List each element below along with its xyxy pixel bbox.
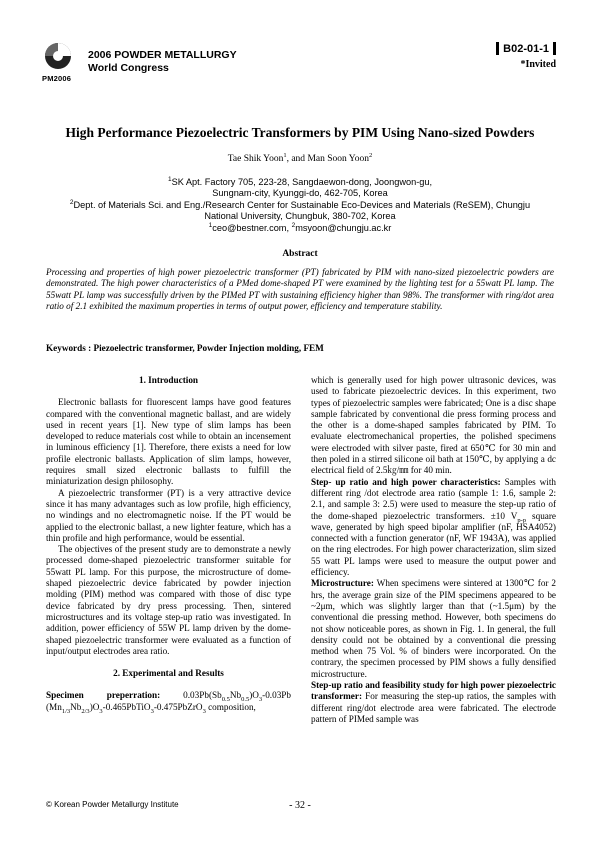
affiliation-1-text: SK Apt. Factory 705, 223-28, Sangdaewon-dong, Joongwon-gu,	[171, 177, 433, 187]
emails	[40, 223, 560, 234]
feasibility-paragraph	[311, 680, 556, 725]
step-up-text: square wave, generated by high speed bipolar amplifier (nF, HSA4052) connected with a function generator (nF, WF 1943A), was applied on the ring electrodes. For high power characterization, slim sized 55 watt PL lamps were used to measure the output power and efficiency.	[311, 510, 557, 578]
composition-sub: 3	[202, 707, 206, 715]
feasibility-label: Step-up ratio and feasibility study for high power piezoelectric transformer:	[311, 680, 556, 702]
composition-part: )O	[89, 701, 100, 712]
composition-sub: 0.5	[241, 696, 250, 704]
affiliation-1-line-1	[40, 177, 560, 188]
keywords: Keywords : Piezoelectric transformer, Powder Injection molding, FEM	[46, 343, 324, 353]
email-2-sup: 2	[291, 221, 296, 229]
composition-part: Nb	[229, 690, 242, 701]
abstract-text: Processing and properties of high power piezoelectric transformer (PT) fabricated by PIM with nano-sized piezoelectric powders are demonstrated. The high power characteristics of a PMed dome-shaped PT were examined by the lighting test for a 55watt PL lamp. The 55watt PL lamp was successfully driven by the PIMed PT with sustaining efficiency higher than 98%. The transformer with ring/dot area ratio of 2.1 exhibited the maximum properties in terms of output power, efficiency and temperature stability.	[46, 267, 554, 311]
composition-part: )O	[249, 690, 259, 701]
composition-part: 0.03Pb(Sb	[160, 690, 222, 701]
affiliation-2-text: Dept. of Materials Sci. and Eng./Research Center for Sustainable Eco-Devices and Materials (ReSEM), Chungju	[73, 199, 531, 210]
invited-label: *Invited	[520, 59, 556, 70]
email-1-sup: 1	[208, 221, 213, 229]
page-number: - 32 -	[289, 800, 311, 811]
microstructure-label: Microstructure:	[311, 578, 374, 589]
composition-sub: 3	[99, 707, 103, 715]
affiliation-1-sup: 1	[167, 175, 172, 183]
code-bar-left	[496, 42, 499, 55]
composition-sub: 3	[150, 707, 154, 715]
step-up-label: Step- up ratio and high power characteristics:	[311, 476, 501, 487]
left-column	[46, 375, 291, 713]
right-column	[311, 375, 556, 725]
paper-code-text: B02-01-1	[503, 42, 549, 55]
intro-paragraph-1: Electronic ballasts for fluorescent lamps have good features compared with the conventional magnetic ballast, and are widely used in recent years [1]. New type of slim lamps has been developed to reduce materials cost while to obtain an incensement in luminous efficiency [1]. Therefore, there exists a need for low profile electronic ballasts. Application of slim lamps, however, requires small sized electronic ballasts to fulfill the miniaturization design philosophy.	[46, 397, 291, 487]
microstructure-text: When specimens were sintered at 1300℃ for 2 hrs, the average grain size of the PIM specimens appeared to be ~2μm, which was slightly larger than that (~1.5μm) by the conventional die pressing method. However, both specimens do not show noticeable pores, as shown in Fig. 1. In general, the full density could not be obtained by a conventional die pressing method when 75 Vol. % of binders were incorporated. On the contrary, the specimen processed by PIM shows a fully densified microstructure.	[311, 578, 556, 679]
composition-part: -0.03Pb (Mn	[46, 690, 291, 712]
conference-line-2: World Congress	[88, 62, 169, 74]
copyright: © Korean Powder Metallurgy Institute	[46, 800, 179, 809]
composition-sub: 3	[258, 696, 263, 704]
conference-name	[88, 49, 237, 75]
specimen-paragraph	[46, 690, 291, 713]
abstract-heading: Abstract	[282, 249, 318, 259]
feasibility-text: For measuring the step-up ratios, the samples with different ring/dot electrode area were fabricated. The electrode pattern of PIMed sample was	[311, 691, 556, 724]
composition-part: Nb	[70, 701, 82, 712]
author-1-sup: 1	[283, 151, 287, 159]
affiliation-2-sup: 2	[69, 198, 74, 206]
authors	[0, 151, 600, 164]
paper-title: High Performance Piezoelectric Transformers by PIM Using Nano-sized Powders	[65, 125, 535, 140]
paper-code	[492, 42, 560, 55]
email-2: msyoon@chungju.ac.kr	[295, 222, 392, 233]
composition-part: -0.475PbZrO	[153, 701, 203, 712]
code-bar-right	[553, 42, 556, 55]
affiliations	[40, 177, 560, 234]
section-heading-experimental: 2. Experimental and Results	[113, 668, 224, 679]
step-up-text: Samples with different ring /dot electrode area ratio (sample 1: 1.6, sample 2: 2.1, and sample 3: 2.5) were used to measure the step-up ratio of the dome-shaped piezoelectric transformers. ±10 V	[311, 476, 556, 521]
composition-part: -0.465PbTiO	[102, 701, 151, 712]
affiliation-1-line-2: Sungnam-city, Kyunggi-do, 462-705, Korea	[212, 188, 388, 199]
affiliation-2-line-2: National University, Chungbuk, 380-702, Korea	[204, 211, 396, 222]
author-2: Man Soon Yoon	[307, 154, 369, 164]
section-heading-introduction: 1. Introduction	[138, 375, 199, 385]
logo-text: PM2006	[42, 74, 72, 83]
intro-paragraph-2: A piezoelectric transformer (PT) is a very attractive device since it has many advantages such as low profile, high efficiency, no windings and no electromagnetic noise. If the PT would be applied to the electronic ballast, a new lighter feature, which has a thin profile and high performance, would be essential.	[46, 487, 291, 543]
composition-sub: 1/3	[61, 707, 71, 715]
affiliation-2-line-1	[40, 200, 560, 211]
composition-part: composition,	[205, 701, 256, 712]
email-1: ceo@bestner.com,	[212, 222, 292, 233]
conference-line-1: 2006 POWDER METALLURGY	[88, 49, 237, 61]
specimen-paragraph-continued: which is generally used for high power ultrasonic devices, was used to fabricate piezoelectric devices. In this experiment, two types of piezoelectric samples were fabricated; One is a disc shape sample fabricated by conventional die press forming process and the other is a dome-shaped samples fabricated by PIM. To evaluate electromechanical properties, the polished specimens were electroded with silver paste, fired at 650℃ for 30 min and then poled in a stirred silicone oil bath at 150℃, by applying a dc electrical field of 2.5㎏/㎜ for 40 min.	[311, 375, 556, 476]
step-up-paragraph	[311, 477, 556, 579]
author-2-sup: 2	[368, 151, 373, 159]
step-up-sub: p-p	[517, 516, 527, 524]
author-1: Tae Shik Yoon	[227, 154, 284, 164]
specimen-label: Specimen preperration:	[46, 690, 161, 701]
microstructure-paragraph	[311, 578, 556, 680]
author-separator: , and	[286, 154, 308, 164]
composition-sub: 2/3	[81, 707, 90, 715]
composition-sub: 0.5	[221, 696, 230, 704]
intro-paragraph-3: The objectives of the present study are to demonstrate a newly processed dome-shaped piezoelectric transformer suitable for 55watt PL lamp. For this purpose, the microstructure of dome-shaped piezoelectric device fabricated by powder injection molding (PIM) method was compared with those of disc type device fabricated by dry press processing. Then, sintered microstructures and its voltage step-up ratio was investigated. In addition, power efficiency of 55W PL lamp driven by the dome-shaped piezoelectric transformer were evaluated as a function of input/output electrodes area ratio.	[46, 544, 291, 656]
